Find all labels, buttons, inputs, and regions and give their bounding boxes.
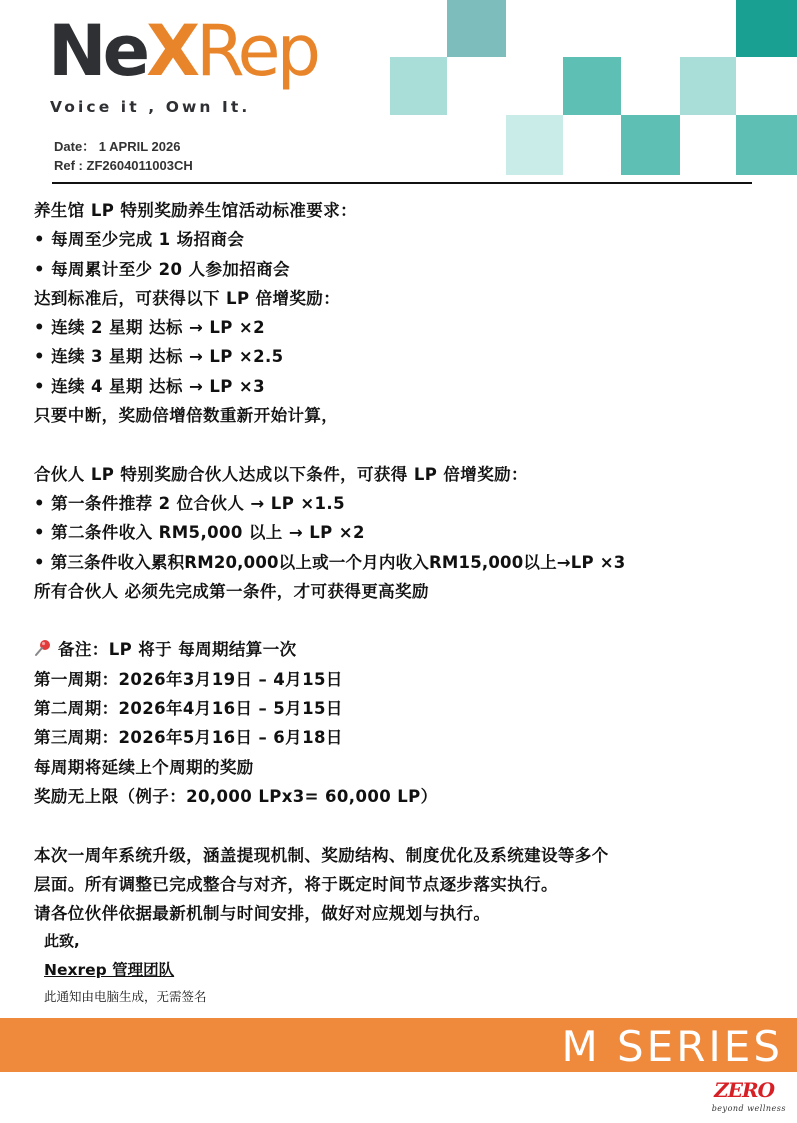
list-item: • 第一条件推荐 2 位合伙人 → LP ×1.5: [34, 493, 345, 513]
zero-brand-tagline: beyond wellness: [711, 1104, 786, 1113]
list-item: • 每周累计至少 20 人参加招商会: [34, 259, 290, 279]
upgrade-line: 层面。所有调整已完成整合与对齐，将于既定时间节点逐步落实执行。: [34, 874, 558, 894]
list-item: • 连续 4 星期 达标 → LP ×3: [34, 376, 265, 396]
deco-square: [563, 57, 621, 115]
document-date: Date： 1 APRIL 2026: [54, 139, 181, 154]
header-divider: [52, 182, 752, 184]
nexrep-logo: [48, 10, 348, 122]
deco-square: [390, 57, 447, 115]
period-line: 第二周期：2026年4月16日 – 5月15日: [34, 699, 343, 719]
deco-square: [680, 57, 736, 115]
notice-body: [34, 196, 784, 928]
list-item: • 连续 2 星期 达标 → LP ×2: [34, 318, 265, 338]
logo-part-x: X: [146, 10, 197, 92]
section1-subtitle: 达到标准后，可获得以下 LP 倍增奖励：: [34, 288, 341, 308]
pushpin-icon: [34, 637, 48, 655]
deco-square: [447, 0, 506, 57]
zero-brand-name: ZERO: [714, 1078, 774, 1102]
deco-square: [736, 0, 797, 57]
list-item: • 第二条件收入 RM5,000 以上 → LP ×2: [34, 523, 365, 543]
remark-text: 备注：LP 将于 每周期结算一次: [58, 640, 297, 660]
team-signature: Nexrep 管理团队: [44, 961, 175, 979]
unlimited-note: 奖励无上限（例子：20,000 LPx3= 60,000 LP）: [34, 786, 438, 806]
list-item: • 每周至少完成 1 场招商会: [34, 230, 245, 250]
section2-title: 合伙人 LP 特别奖励合伙人达成以下条件，可获得 LP 倍增奖励：: [34, 464, 528, 484]
logo-part-rep: Rep: [196, 10, 318, 92]
deco-square: [506, 115, 563, 175]
carry-over-note: 每周期将延续上个周期的奖励: [34, 757, 254, 777]
list-item: • 连续 3 星期 达标 → LP ×2.5: [34, 347, 284, 367]
logo-tagline: Voice it , Own It.: [50, 98, 251, 116]
upgrade-line: 本次一周年系统升级，涵盖提现机制、奖励结构、制度优化及系统建设等多个: [34, 845, 609, 865]
document-ref: Ref : ZF2604011003CH: [54, 158, 193, 173]
zero-brand-logo: [704, 1076, 790, 1120]
remark-line: [34, 635, 784, 664]
section1-note: 只要中断，奖励倍增倍数重新开始计算，: [34, 406, 339, 426]
list-item: • 第三条件收入累积RM20,000以上或一个月内收入RM15,000以上→LP ×3: [34, 552, 626, 572]
deco-square: [736, 115, 797, 175]
upgrade-line: 请各位伙伴依据最新机制与时间安排，做好对应规划与执行。: [34, 904, 491, 924]
m-series-logo: M SERIES: [561, 1022, 783, 1071]
section1-title: 养生馆 LP 特别奖励养生馆活动标准要求：: [34, 201, 357, 220]
regards: 此致,: [44, 932, 80, 950]
section2-note: 所有合伙人 必须先完成第一条件，才可获得更高奖励: [34, 581, 429, 601]
period-line: 第一周期：2026年3月19日 – 4月15日: [34, 669, 343, 689]
period-line: 第三周期：2026年5月16日 – 6月18日: [34, 728, 343, 748]
footer-banner: [0, 1018, 797, 1072]
computer-generated-disclaimer: 此通知由电脑生成，无需签名: [44, 989, 207, 1004]
deco-square: [621, 115, 680, 175]
logo-part-ne: Ne: [48, 10, 147, 92]
